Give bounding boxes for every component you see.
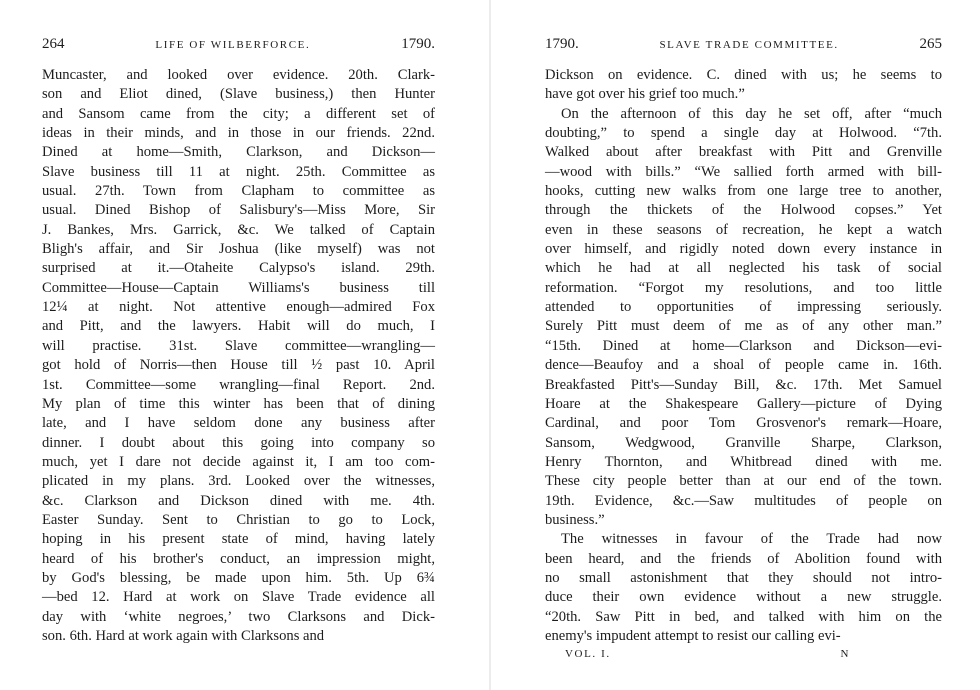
text-line: Cardinal, and poor Tom Grosvenor's remark—Hoare, <box>545 415 942 432</box>
text-line: On the afternoon of this day he set off, after “much <box>561 105 942 122</box>
left-body-text <box>42 66 435 646</box>
text-line: Sansom, Wedgwood, Granville Sharpe, Clarkson, <box>545 434 942 451</box>
text-line: heard of his brother's conduct, an impression might, <box>42 550 435 567</box>
right-running-title: SLAVE TRADE COMMITTEE. <box>659 39 839 51</box>
text-line: dinner. I doubt about this going into company so <box>42 434 435 451</box>
text-line: son and Eliot dined, (Slave business,) then Hunter <box>42 86 435 103</box>
text-line: usual. Dined Bishop of Salisbury's—Miss More, Sir <box>42 202 435 219</box>
text-line: Hoare at the Shakespeare Gallery—picture of Dying <box>545 395 942 412</box>
text-line: Breakfasted Pitt's—Sunday Bill, &c. 17th. Met Samuel <box>545 376 942 393</box>
text-line: Committee—House—Captain Williams's business till <box>42 279 435 296</box>
right-page-number: 265 <box>919 36 942 52</box>
text-line: usual. 27th. Town from Clapham to committee as <box>42 183 435 200</box>
text-line: no small astonishment that they should not intro- <box>545 569 942 586</box>
text-line: Muncaster, and looked over evidence. 20th. Clark- <box>42 67 435 83</box>
text-line: My plan of time this winter has been that of dining <box>42 395 435 412</box>
text-line: hooks, cutting new walks from one large tree to another, <box>545 183 942 200</box>
text-line: Dined at home—Smith, Clarkson, and Dickson— <box>42 144 435 161</box>
text-line: enemy's impudent attempt to resist our calling evi- <box>545 627 841 644</box>
text-line: Easter Sunday. Sent to Christian to go to Lock, <box>42 511 435 528</box>
text-line: Surely Pitt must deem of me as of any other man.” <box>545 318 942 335</box>
text-line: dence—Beaufoy and a shoal of people came in. 16th. <box>545 357 942 374</box>
text-line: hoping in his present state of mind, having lately <box>42 531 435 548</box>
text-line: through the thickets of the Holwood copses.” Yet <box>545 202 942 219</box>
text-line: surprised at it.—Otaheite Calypso's island. 29th. <box>42 260 435 277</box>
text-line: &c. Clarkson and Dickson dined with me. 4th. <box>42 492 435 509</box>
text-line: The witnesses in favour of the Trade had now <box>561 531 942 548</box>
text-line: ideas in their minds, and in those in our friends. 22nd. <box>42 125 435 142</box>
text-line: J. Bankes, Mrs. Garrick, &c. We talked of Captain <box>42 221 435 238</box>
text-line: day with ‘white negroes,’ two Clarksons and Dick- <box>42 608 435 625</box>
text-line: 1st. Committee—some wrangling—final Report. 2nd. <box>42 376 435 393</box>
right-year: 1790. <box>545 36 579 52</box>
text-line: son. 6th. Hard at work again with Clarksons and <box>42 627 325 644</box>
left-running-head <box>42 36 435 66</box>
text-line: These city people better than at our end of the town. <box>545 473 942 490</box>
text-line: 12¼ at night. Not attentive enough—admired Fox <box>42 299 435 316</box>
text-line: business.” <box>545 511 605 528</box>
text-line: Dickson on evidence. C. dined with us; he seems to <box>545 67 942 83</box>
text-line: by God's blessing, be made upon him. 5th. Up 6¾ <box>42 569 435 586</box>
volume-signature: VOL. I. <box>565 648 611 660</box>
text-line: even in these seasons of recreation, he kept a watch <box>545 221 942 238</box>
right-page <box>490 0 980 690</box>
text-line: —bed 12. Hard at work on Slave Trade evidence all <box>42 589 435 606</box>
text-line: much, yet I dare not decide against it, I am too com- <box>42 453 435 470</box>
text-line: attended to opportunities of impressing seriously. <box>545 299 942 316</box>
signature-mark: N <box>840 648 850 660</box>
text-line: which he had at all neglected his task of social <box>545 260 942 277</box>
text-line: “15th. Dined at home—Clarkson and Dickson—evi- <box>545 337 942 354</box>
text-line: Walked about after breakfast with Pitt and Grenville <box>545 144 942 161</box>
signature-line <box>565 648 850 660</box>
text-line: have got over his grief too much.” <box>545 86 745 103</box>
right-body-text <box>545 66 942 646</box>
text-line: Bligh's affair, and Sir Joshua (like myself) was not <box>42 241 435 258</box>
text-line: duce their own evidence without a new struggle. <box>545 589 942 606</box>
text-line: over himself, and rigidly noted down every instance in <box>545 241 942 258</box>
text-line: “20th. Saw Pitt in bed, and talked with him on the <box>545 608 942 625</box>
text-line: Henry Thornton, and Whitbread dined with me. <box>545 453 942 470</box>
left-year: 1790. <box>401 36 435 52</box>
text-line: plicated in my plans. 3rd. Looked over the witnesses, <box>42 473 435 490</box>
left-page-number: 264 <box>42 36 65 52</box>
text-line: been heard, and the friends of Abolition found with <box>545 550 942 567</box>
text-line: —wood with bills.” “We sallied forth armed with bill- <box>545 163 942 180</box>
text-line: late, and I have seldom done any business after <box>42 415 435 432</box>
text-line: Slave business till 11 at night. 25th. Committee as <box>42 163 435 180</box>
text-line: reformation. “Forgot my resolutions, and too little <box>545 279 942 296</box>
right-running-head <box>545 36 942 66</box>
text-line: and Sansom came from the city; a different set of <box>42 105 435 122</box>
text-line: 19th. Evidence, &c.—Saw multitudes of people on <box>545 492 942 509</box>
left-running-title: LIFE OF WILBERFORCE. <box>155 39 311 51</box>
text-line: doubting,” to spend a single day at Holwood. “7th. <box>545 125 942 142</box>
text-line: will practise. 31st. Slave committee—wrangling— <box>42 337 435 354</box>
text-line: and Pitt, and the lawyers. Habit will do much, I <box>42 318 435 335</box>
text-line: got hold of Norris—then House till ½ past 10. April <box>42 357 435 374</box>
